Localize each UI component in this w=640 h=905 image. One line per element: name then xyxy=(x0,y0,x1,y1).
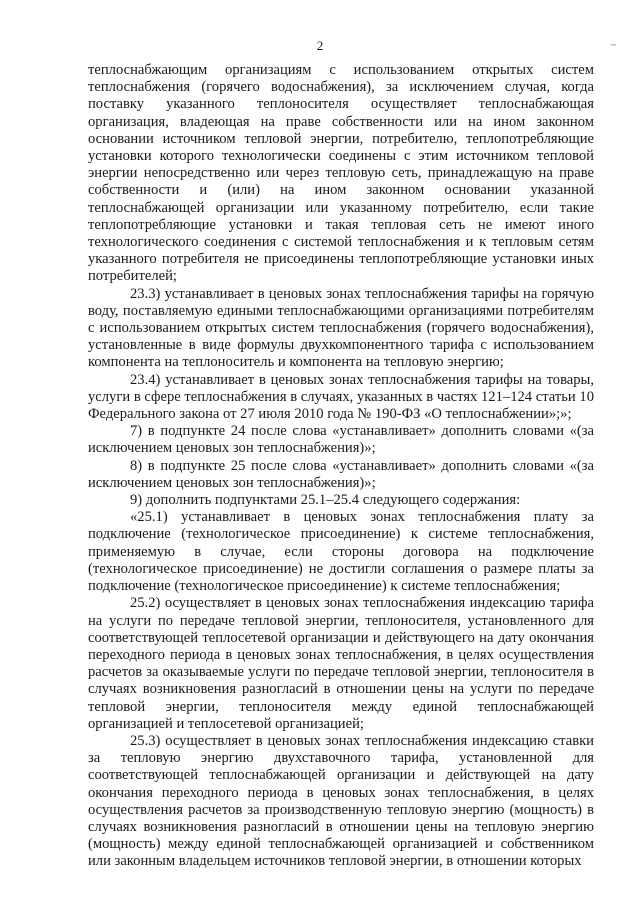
document-body xyxy=(88,62,594,871)
paragraph-25-2: 25.2) осуществляет в ценовых зонах теплоснабжения индексацию тарифа на услуги по передаче тепловой энергии, теплоносителя, установленного для соответствующей теплосетевой организации и действующего на дату окончания переходного периода в ценовых зонах теплоснабжения, в целях осуществления расчетов за оказываемые услуги по передаче тепловой энергии, теплоносителя в случаях возникновения разногласий в отношении цены на услуги по передаче тепловой энергии, теплоносителя между единой теплоснабжающей организацией и теплосетевой организацией; xyxy=(88,595,594,732)
paragraph-item-8: 8) в подпункте 25 после слова «устанавливает» дополнить словами «(за исключением ценовых зон теплоснабжения)»; xyxy=(88,457,594,491)
paragraph-23-4: 23.4) устанавливает в ценовых зонах теплоснабжения тарифы на товары, услуги в сфере теплоснабжения в случаях, указанных в частях 121–124 статьи 10 Федерального закона от 27 июля 2010 года № 190-ФЗ «О теплоснабжении»;»; xyxy=(88,371,594,423)
paragraph-continuation: теплоснабжающим организациям с использованием открытых систем теплоснабжения (горячего водоснабжения), за исключением случая, когда поставку указанного теплоносителя осуществляет теплоснабжающая организация, владеющая на праве собственности или на ином законном основании источником тепловой энергии, потребителю, теплопотребляющие установки которого технологически соединены с этим источником тепловой энергии непосредственно или через тепловую сеть, принадлежащую на праве собственности и (или) на ином законном основании указанной теплоснабжающей организации или указанному потребителю, если такие теплопотребляющие установки и такая тепловая сеть не имеют иного технологического соединения с системой теплоснабжения и к тепловым сетям указанного потребителя не присоединены теплопотребляющие установки иных потребителей; xyxy=(88,62,594,285)
corner-mark: ~ xyxy=(611,40,616,50)
paragraph-item-7: 7) в подпункте 24 после слова «устанавливает» дополнить словами «(за исключением ценовых зон теплоснабжения)»; xyxy=(88,423,594,457)
paragraph-item-9: 9) дополнить подпунктами 25.1–25.4 следующего содержания: xyxy=(130,492,521,509)
paragraph-23-3: 23.3) устанавливает в ценовых зонах теплоснабжения тарифы на горячую воду, поставляемую едиными теплоснабжающими организациями потребителям с использованием открытых систем теплоснабжения (горячего водоснабжения), установленные в виде формулы двухкомпонентного тарифа с использованием компонента на теплоноситель и компонента на тепловую энергию; xyxy=(88,285,594,371)
page-number: 2 xyxy=(316,38,324,53)
paragraph-25-1: «25.1) устанавливает в ценовых зонах теплоснабжения плату за подключение (технологическое присоединение) к системе теплоснабжения, применяемую в случае, если стороны договора на подключение (технологическое присоединение) не достигли соглашения о размере платы за подключение (технологическое присоединение) к системе теплоснабжения; xyxy=(88,509,594,595)
paragraph-25-3: 25.3) осуществляет в ценовых зонах теплоснабжения индексацию ставки за тепловую энергию двухставочного тарифа, установленной для соответствующей теплоснабжающей организации и действующей на дату окончания переходного периода в ценовых зонах теплоснабжения, в целях осуществления расчетов за производственную тепловую энергию (мощность) в случаях возникновения разногласий в отношении цены на тепловую энергию (мощность) между единой теплоснабжающей организацией и собственником или законным владельцем источников тепловой энергии, в отношении которых xyxy=(88,732,594,870)
